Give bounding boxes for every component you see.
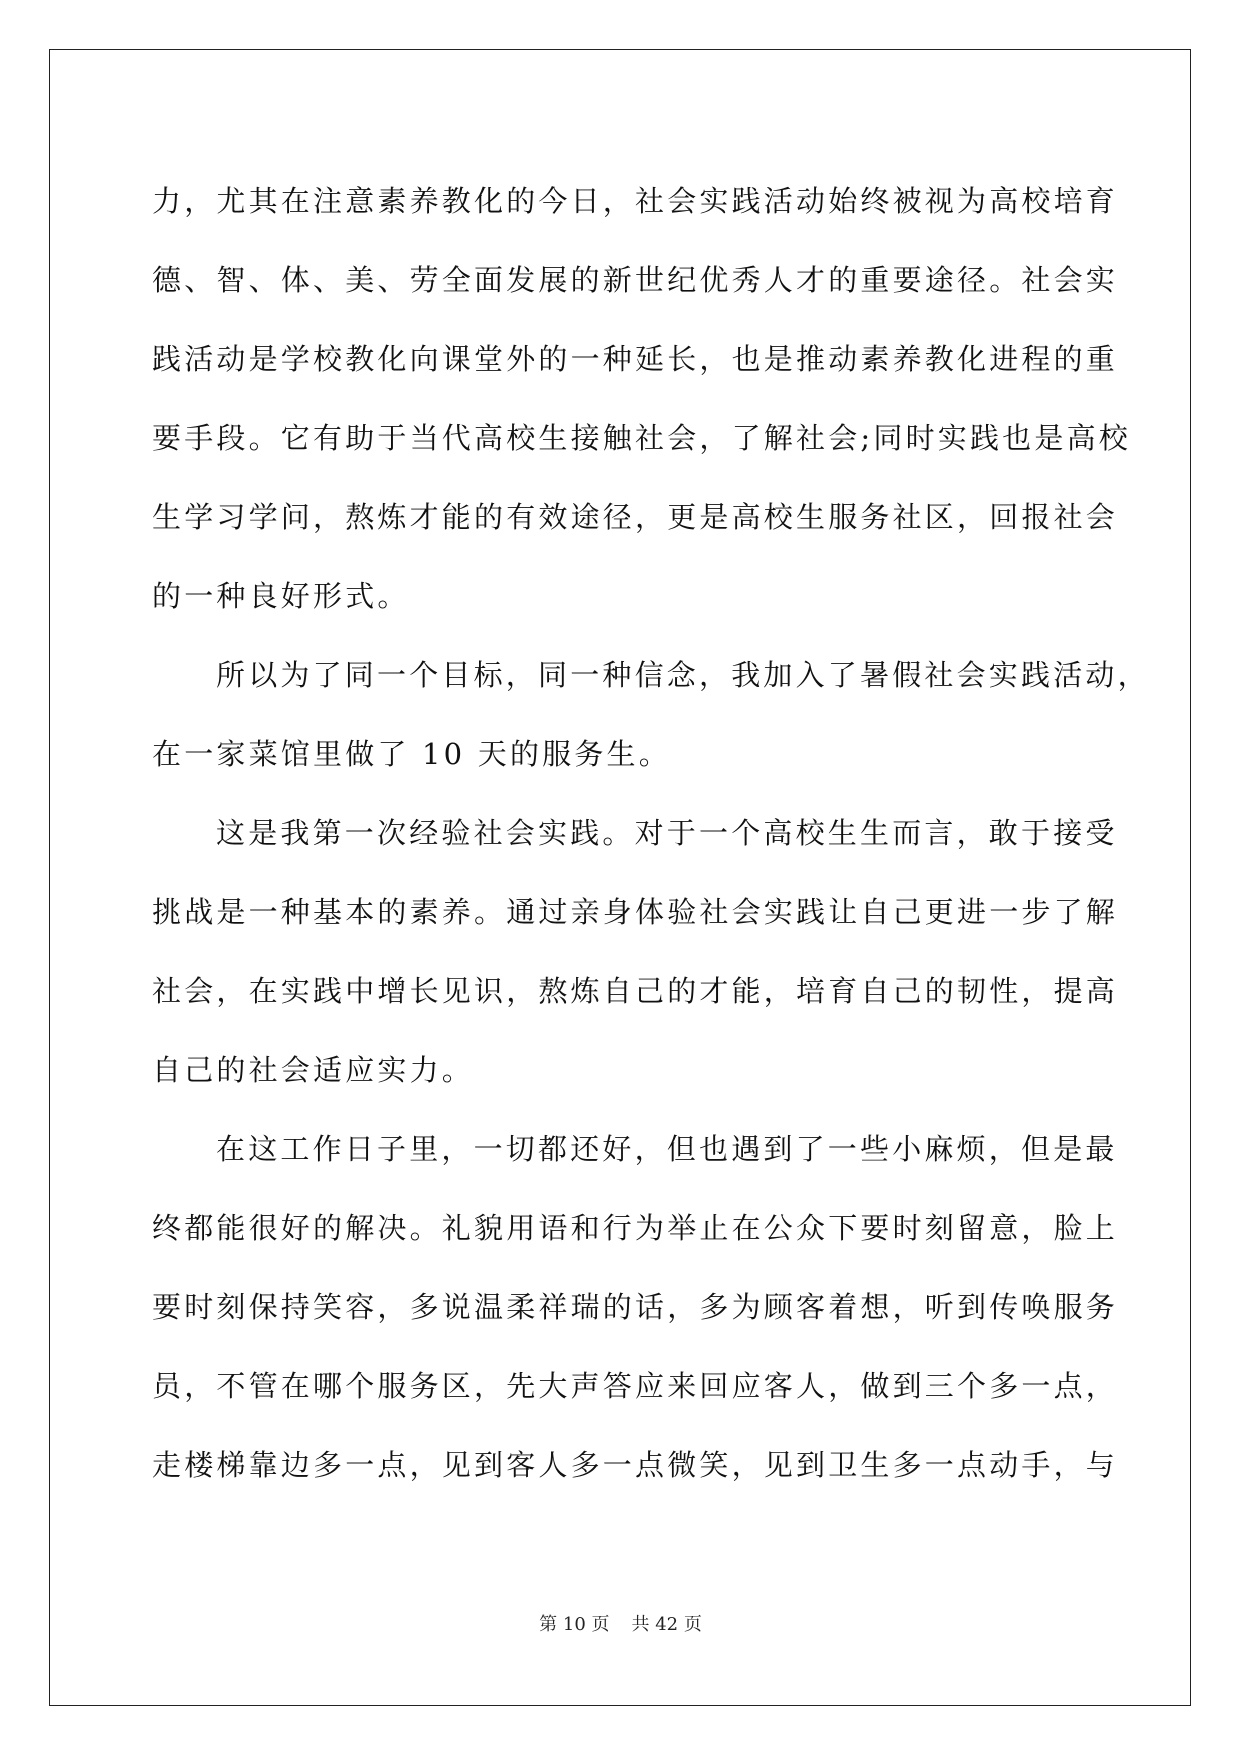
text-line: 德、智、体、美、劳全面发展的新世纪优秀人才的重要途径。社会实 xyxy=(152,263,1119,297)
text-line: 践活动是学校教化向课堂外的一种延长，也是推动素养教化进程的重 xyxy=(152,342,1119,376)
text-line: 力，尤其在注意素养教化的今日，社会实践活动始终被视为高校培育 xyxy=(152,184,1119,218)
text-line: 挑战是一种基本的素养。通过亲身体验社会实践让自己更进一步了解 xyxy=(152,895,1119,929)
text-line: 自己的社会适应实力。 xyxy=(152,1053,475,1087)
text-line: 在这工作日子里，一切都还好，但也遇到了一些小麻烦，但是最 xyxy=(216,1132,1118,1166)
page-number: 第 10 页 xyxy=(539,1614,610,1635)
text-line: 社会，在实践中增长见识，熬炼自己的才能，培育自己的韧性，提高 xyxy=(152,974,1119,1008)
text-line: 走楼梯靠边多一点，见到客人多一点微笑，见到卫生多一点动手，与 xyxy=(152,1448,1119,1482)
text-line: 在一家菜馆里做了 10 天的服务生。 xyxy=(152,737,671,771)
body-text xyxy=(152,162,1150,1505)
page-total: 共 42 页 xyxy=(631,1614,702,1635)
text-line: 生学习学问，熬炼才能的有效途径，更是高校生服务社区，回报社会 xyxy=(152,500,1119,534)
text-line: 员，不管在哪个服务区，先大声答应来回应客人，做到三个多一点， xyxy=(152,1369,1119,1403)
page-footer xyxy=(0,1610,1241,1636)
text-line: 的一种良好形式。 xyxy=(152,579,410,613)
text-line: 要时刻保持笑容，多说温柔祥瑞的话，多为顾客着想，听到传唤服务 xyxy=(152,1290,1119,1324)
text-line: 要手段。它有助于当代高校生接触社会，了解社会;同时实践也是高校 xyxy=(152,421,1131,455)
text-line: 所以为了同一个目标，同一种信念，我加入了暑假社会实践活动， xyxy=(216,658,1150,692)
text-line: 终都能很好的解决。礼貌用语和行为举止在公众下要时刻留意，脸上 xyxy=(152,1211,1119,1245)
text-line: 这是我第一次经验社会实践。对于一个高校生生而言，敢于接受 xyxy=(216,816,1118,850)
